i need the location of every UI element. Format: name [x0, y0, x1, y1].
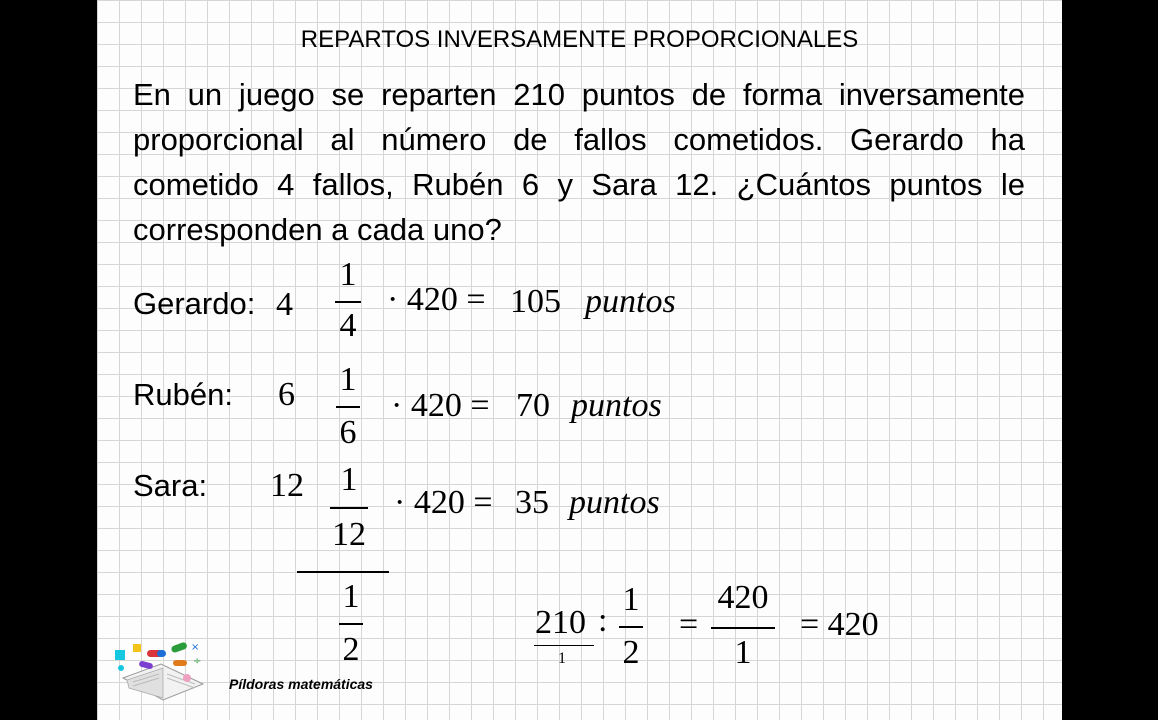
row-label-sara: Sara: — [133, 468, 208, 503]
calc-eq2: = 420 — [800, 606, 879, 643]
svg-text:÷: ÷ — [193, 656, 202, 667]
calc-res-num: 420 — [717, 579, 769, 616]
svg-text:×: × — [191, 642, 200, 653]
fallos-sara: 12 — [270, 467, 304, 504]
frac-bar-ruben — [336, 406, 360, 408]
result-sara: 35 — [515, 484, 549, 521]
unit-sara: puntos — [569, 484, 660, 521]
logo-caption: Píldoras matemáticas — [229, 676, 373, 692]
calc-dividend-sub: 1 — [558, 650, 566, 667]
calc-op: : — [598, 602, 608, 639]
sum-den: 2 — [342, 631, 360, 668]
unit-gerardo: puntos — [585, 283, 676, 320]
frac-num-sara: 1 — [340, 461, 358, 498]
row-label-gerardo: Gerardo: — [133, 286, 256, 321]
expr-ruben: · 420 = — [391, 387, 490, 424]
row-label-ruben: Rubén: — [133, 377, 233, 412]
frac-bar-gerardo — [335, 301, 361, 303]
fallos-ruben: 6 — [278, 376, 295, 413]
sum-line — [297, 571, 389, 573]
calc-frac-num: 1 — [622, 581, 640, 618]
calc-dividend-bar — [534, 645, 594, 646]
result-gerardo: 105 — [510, 283, 561, 320]
problem-statement: En un juego se reparten 210 puntos de forma inversamente proporcional al número de fallos cometidos. Gerardo ha cometido 4 fallos, Rubén 6 y Sara 12. ¿Cuántos puntos le corresponden a cada uno? — [133, 77, 1025, 247]
frac-bar-sara — [330, 507, 368, 509]
calc-eq1: = — [679, 606, 699, 643]
calc-res-den: 1 — [734, 634, 752, 671]
slide — [97, 0, 1062, 720]
calc-dividend: 210 — [535, 604, 586, 641]
expr-sara: · 420 = — [394, 484, 493, 521]
result-ruben: 70 — [516, 387, 550, 424]
sum-num: 1 — [342, 578, 360, 615]
calc-frac-bar — [619, 626, 643, 628]
frac-den-ruben: 6 — [339, 414, 357, 451]
slide-title: REPARTOS INVERSAMENTE PROPORCIONALES — [300, 26, 859, 53]
pills-book-logo-icon — [111, 638, 211, 702]
frac-den-gerardo: 4 — [339, 307, 357, 344]
calc-frac-den: 2 — [622, 634, 640, 671]
calc-res-bar — [711, 627, 775, 629]
frac-den-sara: 12 — [332, 516, 366, 553]
expr-gerardo: · 420 = — [387, 281, 486, 318]
fallos-gerardo: 4 — [276, 286, 293, 323]
frac-num-gerardo: 1 — [339, 256, 357, 293]
unit-ruben: puntos — [571, 387, 662, 424]
frac-num-ruben: 1 — [339, 361, 357, 398]
sum-frac-bar — [339, 623, 363, 625]
